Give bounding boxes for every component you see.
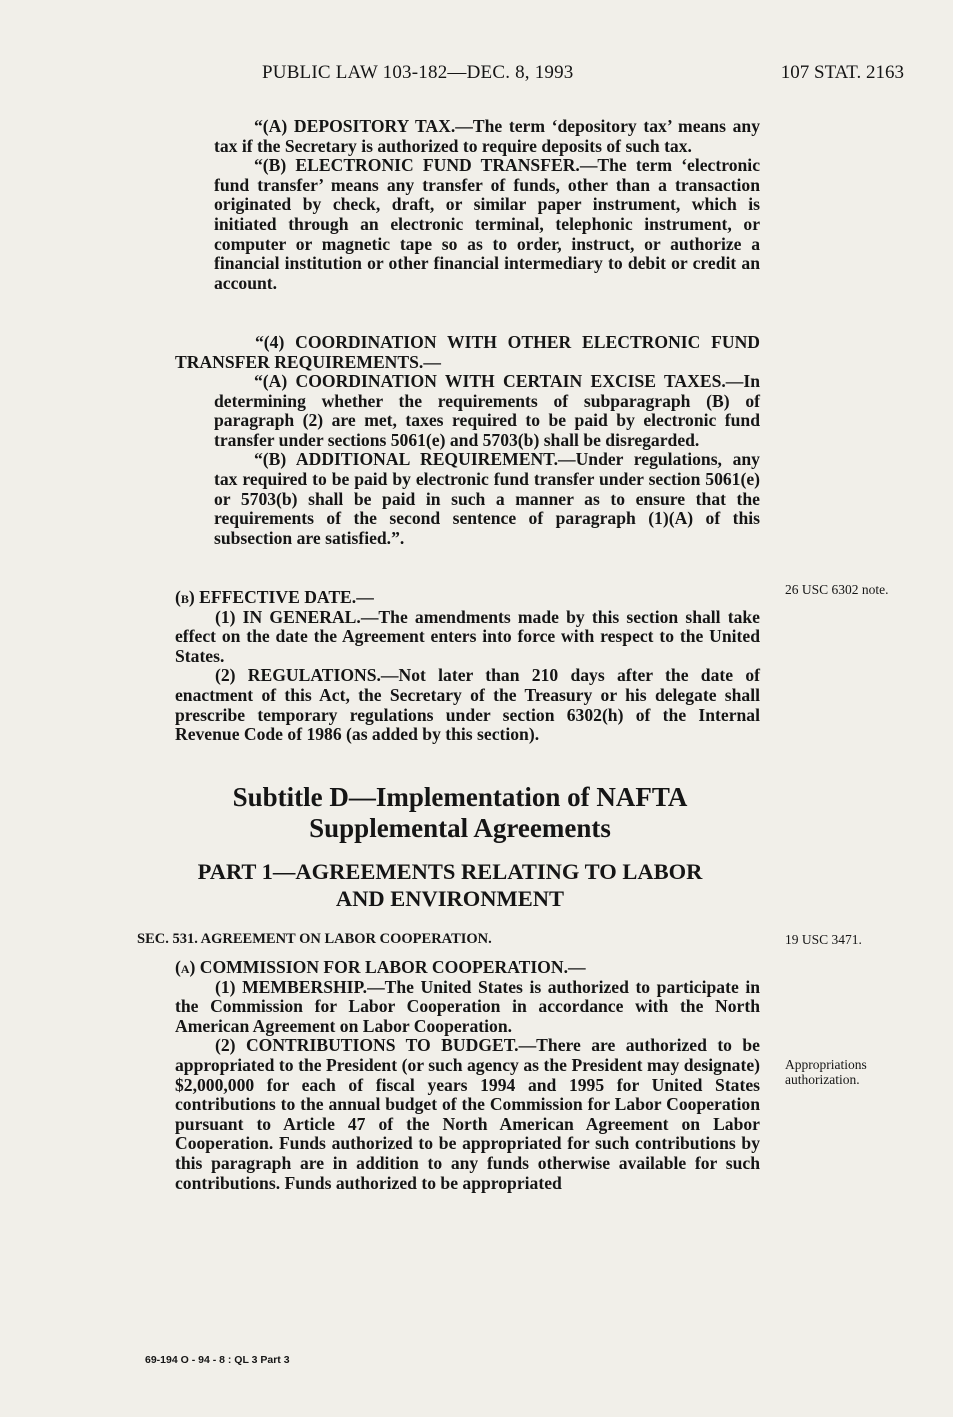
para-in-general: (1) IN GENERAL.—The amendments made by this section shall take effect on the date the Agreement enters into force with respect to the United States. <box>175 606 760 666</box>
coordination-subparas <box>214 372 760 548</box>
para-regulations: (2) REGULATIONS.—Not later than 210 days after the date of enactment of this Act, the Secretary of the Treasury or his delegate shall prescribe temporary regulations under section 6302(h) of the Internal Revenue Code of 1986 (as added by this section). <box>175 665 760 745</box>
para-electronic-fund-transfer: “(B) ELECTRONIC FUND TRANSFER.—The term ‘electronic fund transfer’ means any transfer of funds, other than a transaction originated by check, draft, or similar paper instrument, which is initiated through an electronic terminal, telephonic instrument, or computer or magnetic tape so as to order, instruct, or authorize a financial institution or other financial intermediary to debit or credit an account. <box>214 155 760 293</box>
para-membership: (1) MEMBERSHIP.—The United States is authorized to participate in the Commission for Labor Cooperation in accordance with the North American Agreement on Labor Cooperation. <box>175 976 760 1036</box>
para-depository-tax: “(A) DEPOSITORY TAX.—The term ‘depository tax’ means any tax if the Secretary is authorized to require deposits of such tax. <box>214 116 760 156</box>
header-stat-page: 107 STAT. 2163 <box>780 62 904 83</box>
effective-date-block <box>175 588 760 745</box>
part-heading <box>140 858 760 912</box>
para-additional-requirement: “(B) ADDITIONAL REQUIREMENT.—Under regulations, any tax required to be paid by electronic fund transfer under section 5061(e) or 5703(b) shall be paid in such a manner as to ensure that the requirements of the second sentence of paragraph (1)(A) of this subsection are satisfied.”. <box>214 449 760 548</box>
subtitle-line-1: Subtitle D—Implementation of NAFTA <box>232 782 688 812</box>
coordination-block <box>175 333 760 372</box>
print-footer: 69-194 O - 94 - 8 : QL 3 Part 3 <box>145 1354 290 1366</box>
margin-note-26-usc: 26 USC 6302 note. <box>785 582 889 597</box>
para-commission-heading: (a) COMMISSION FOR LABOR COOPERATION.— <box>175 957 586 977</box>
para-effective-date: (b) EFFECTIVE DATE.— <box>175 587 374 607</box>
section-531-body <box>175 958 760 1193</box>
para-coordination-heading: “(4) COORDINATION WITH OTHER ELECTRONIC FUND TRANSFER REQUIREMENTS.— <box>175 332 760 372</box>
part-line-2: AND ENVIRONMENT <box>335 886 565 911</box>
subtitle-heading <box>150 782 770 844</box>
margin-note-appropriations: Appropriations authorization. <box>785 1057 867 1087</box>
para-excise-taxes: “(A) COORDINATION WITH CERTAIN EXCISE TAXES.—In determining whether the requirements of subparagraph (B) of paragraph (2) are met, taxes required to be paid by electronic fund transfer under sections 5061(e) and 5703(b) shall be disregarded. <box>214 371 760 450</box>
part-line-1: PART 1—AGREEMENTS RELATING TO LABOR <box>197 859 703 884</box>
definitions-block <box>214 117 760 293</box>
page-header <box>262 62 904 90</box>
section-heading: SEC. 531. AGREEMENT ON LABOR COOPERATION. <box>137 931 492 947</box>
para-contributions: (2) CONTRIBUTIONS TO BUDGET.—There are authorized to be appropriated to the President (or such agency as the President may designate) $2,000,000 for each of fiscal years 1994 and 1995 for United States contributions to the annual budget of the Commission for Labor Cooperation pursuant to Article 47 of the North American Agreement on Labor Cooperation. Funds authorized to be appropriated for such contributions by this paragraph are in addition to any funds otherwise available for such contributions. Funds authorized to be appropriated <box>175 1035 760 1193</box>
subtitle-line-2: Supplemental Agreements <box>309 813 611 843</box>
header-title: PUBLIC LAW 103-182—DEC. 8, 1993 <box>262 62 574 83</box>
margin-note-19-usc: 19 USC 3471. <box>785 932 862 947</box>
